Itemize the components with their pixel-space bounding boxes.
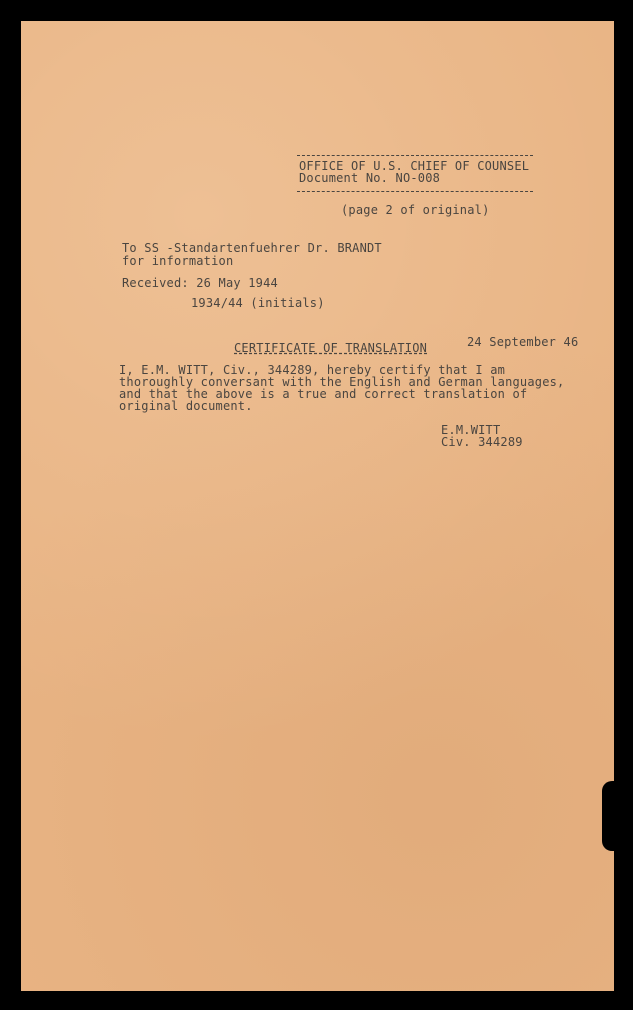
- to-line: To SS -Standartenfuehrer Dr. BRANDT: [122, 241, 382, 255]
- header-top-rule: [297, 155, 533, 156]
- office-heading: OFFICE OF U.S. CHIEF OF COUNSEL: [299, 159, 530, 173]
- page-notch: [602, 781, 614, 851]
- received-line: Received: 26 May 1944: [122, 276, 278, 290]
- document-number: Document No. NO-008: [299, 171, 441, 185]
- for-line: for information: [122, 254, 234, 268]
- certificate-body-line: thoroughly conversant with the English and German languages,: [119, 375, 565, 389]
- certificate-body-line: and that the above is a true and correct translation of: [119, 387, 528, 401]
- certificate-date: 24 September 46: [467, 335, 579, 349]
- document-page: [21, 21, 614, 991]
- signature-name: E.M.WITT: [441, 423, 501, 437]
- certificate-title: CERTIFICATE OF TRANSLATION: [234, 341, 428, 355]
- signature-civ: Civ. 344289: [441, 435, 523, 449]
- page-note: (page 2 of original): [341, 203, 490, 217]
- certificate-body-line: original document.: [119, 399, 253, 413]
- certificate-body-line: I, E.M. WITT, Civ., 344289, hereby certify that I am: [119, 363, 506, 377]
- reference-line: 1934/44 (initials): [191, 296, 325, 310]
- header-bottom-rule: [297, 191, 533, 192]
